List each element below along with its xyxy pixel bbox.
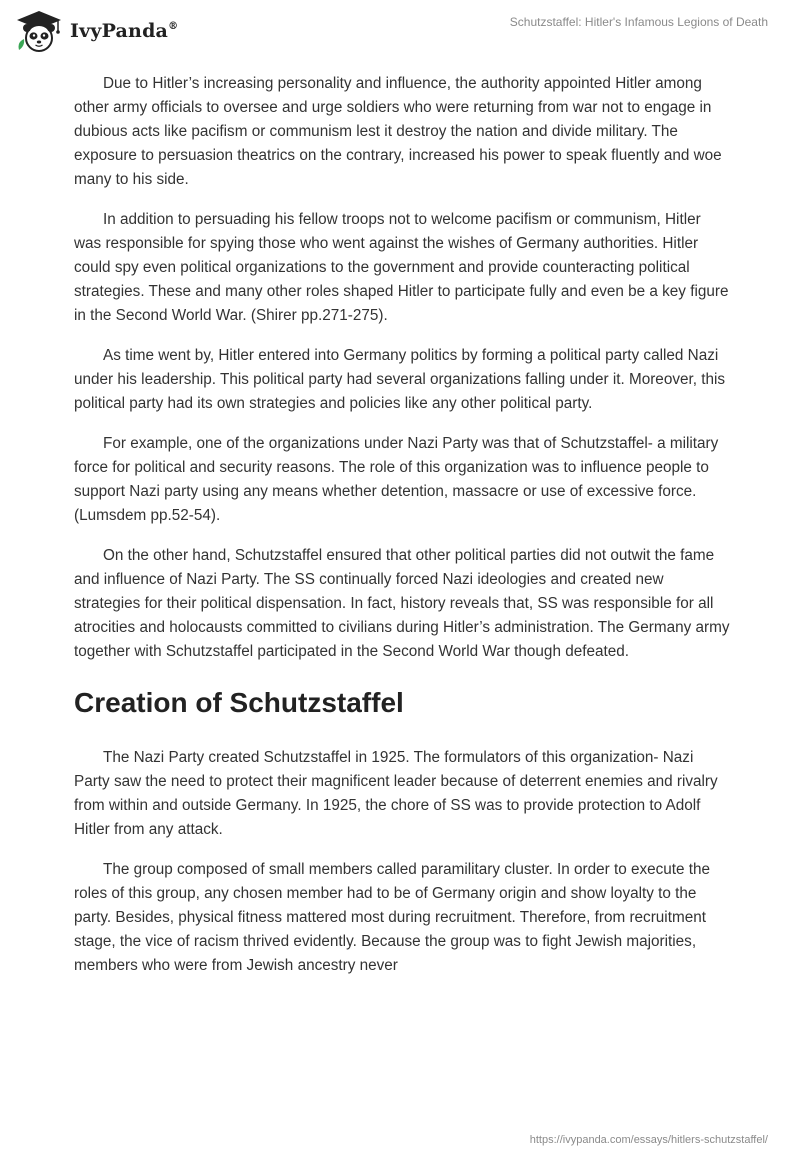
document-title: Schutzstaffel: Hitler's Infamous Legions of Death [509,15,768,29]
page-header [0,0,800,64]
ivypanda-logo[interactable] [14,9,178,53]
paragraph: In addition to persuading his fellow troops not to welcome pacifism or communism, Hitler was responsible for spying those who went against the wishes of Germany authorities. Hitler could spy even political organizations to the government and provide counteracting political strategies. These and many other roles shaped Hitler to participate fully and even be a key figure in the Second World War. (Shirer pp.271-275). [74,211,729,324]
paragraph: Due to Hitler’s increasing personality and influence, the authority appointed Hitler among other army officials to oversee and urge soldiers who were returning from war not to engage in dubious acts like pacifism or communism lest it destroy the nation and divide military. The exposure to persuasion theatrics on the contrary, increased his power to speak fluently and woe many to his side. [74,75,722,188]
paragraph: The group composed of small members called paramilitary cluster. In order to execute the roles of this group, any chosen member had to be of Germany origin and show loyalty to the party. Besides, physical fitness mattered most during recruitment. Therefore, from recruitment stage, the vice of racism thrived evidently. Because the group was to fight Jewish majorities, members who were from Jewish ancestry never [74,861,711,974]
paragraph: For example, one of the organizations under Nazi Party was that of Schutzstaffel- a military force for political and security reasons. The role of this organization was to influence people to support Nazi party using any means whether detention, massacre or use of excessive force. (Lumsdem pp.52-54). [74,435,719,524]
logo-text: IvyPanda® [70,20,179,42]
essay-content [74,72,730,994]
panda-graduate-icon [14,9,64,53]
registered-mark: ® [168,21,179,32]
section-heading: Creation of Schutzstaffel [74,687,404,718]
paragraph: On the other hand, Schutzstaffel ensured that other political parties did not outwit the fame and influence of Nazi Party. The SS continually forced Nazi ideologies and created new strategies for their political dispensation. In fact, history reveals that, SS was responsible for all atrocities and holocausts committed to civilians during Hitler’s administration. The Germany army together with Schutzstaffel participated in the Second World War though defeated. [74,547,730,660]
paragraph: The Nazi Party created Schutzstaffel in 1925. The formulators of this organization- Nazi Party saw the need to protect their magnificent leader because of deterrent enemies and rivalry from within and outside Germany. In 1925, the chore of SS was to provide protection to Adolf Hitler from any attack. [74,749,718,838]
paragraph: As time went by, Hitler entered into Germany politics by forming a political party called Nazi under his leadership. This political party had several organizations falling under it. Moreover, this political party had its own strategies and policies like any other political party. [74,347,726,412]
source-url[interactable]: https://ivypanda.com/essays/hitlers-schutzstaffel/ [529,1134,768,1146]
